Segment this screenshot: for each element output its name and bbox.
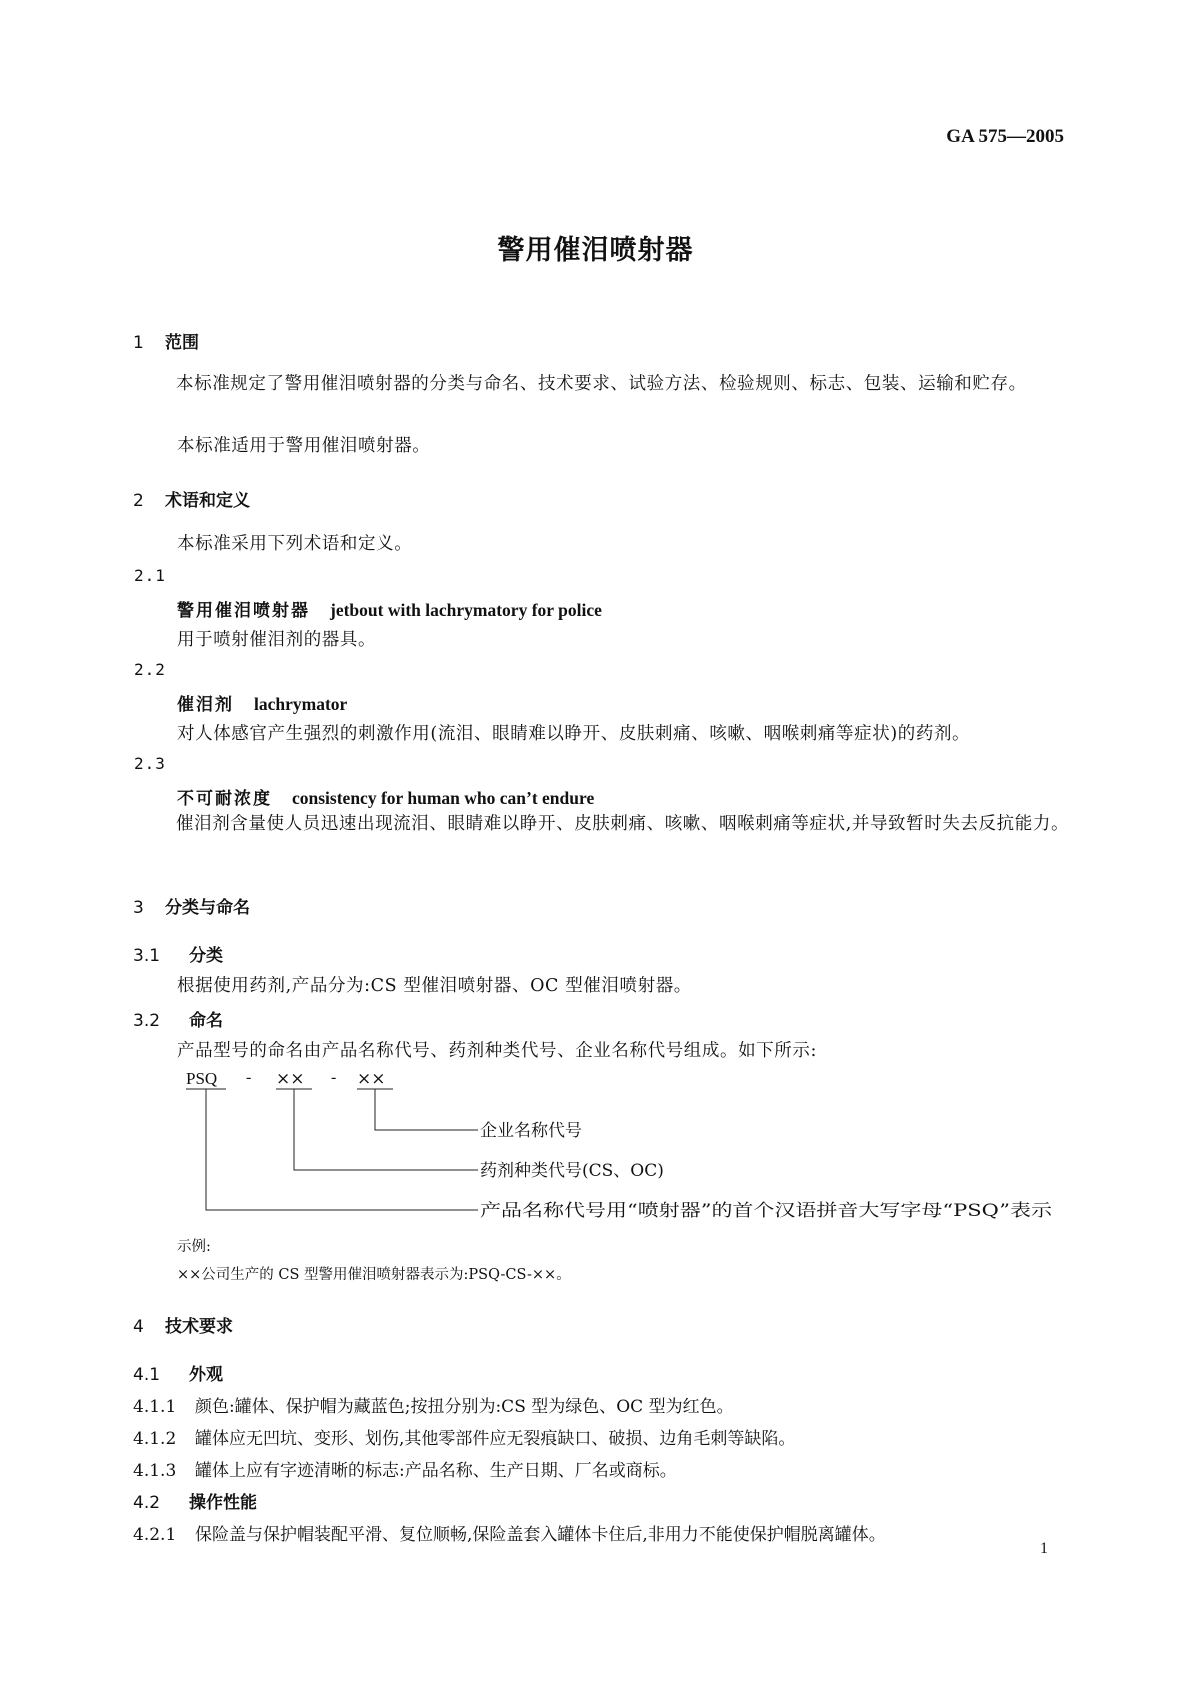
section-number: 4.2 [133,1493,161,1513]
term-chinese: 警用催泪喷射器 [177,601,310,621]
clause-number: 4.1.2 [133,1429,177,1449]
clause-text: 保险盖与保护帽装配平滑、复位顺畅,保险盖套入罐体卡住后,非用力不能使保护帽脱离罐体。 [195,1525,886,1545]
connector-product [206,1089,478,1210]
paragraph: 本标准采用下列术语和定义。 [177,534,413,554]
section-number: 3.2 [133,1011,161,1031]
term-number: 2.3 [134,754,166,773]
example-text: ××公司生产的 CS 型警用催泪喷射器表示为:PSQ-CS-××。 [177,1267,571,1283]
term-chinese: 催泪剂 [177,695,234,715]
section-title: 范围 [165,333,199,353]
section-number: 3 [133,898,144,918]
document-title: 警用催泪喷射器 [497,235,694,266]
section-title: 分类 [189,946,223,966]
section-title: 外观 [189,1365,223,1385]
section-number: 1 [133,333,144,353]
paragraph: 产品型号的命名由产品名称代号、药剂种类代号、企业名称代号组成。如下所示: [177,1041,817,1061]
section-title: 分类与命名 [165,898,250,918]
code-part-company: ×× [357,1069,386,1089]
clause-4-1-1 [133,1392,734,1417]
section-number: 3.1 [133,946,161,966]
clause-4-2-1 [133,1520,886,1545]
code-separator: - [246,1069,252,1086]
subsection-4-2-heading [133,1488,257,1513]
clause-number: 4.2.1 [133,1525,177,1545]
term-definition: 用于喷射催泪剂的器具。 [177,630,377,650]
section-number: 2 [133,491,144,511]
section-title: 技术要求 [165,1317,233,1337]
term-definition: 对人体感官产生强烈的刺激作用(流泪、眼睛难以睁开、皮肤刺痛、咳嗽、咽喉刺痛等症状)的药剂。 [177,724,971,744]
term-number: 2.2 [134,660,166,679]
paragraph: 根据使用药剂,产品分为:CS 型催泪喷射器、OC 型催泪喷射器。 [177,976,692,996]
section-title: 操作性能 [189,1493,257,1513]
paragraph: 本标准规定了警用催泪喷射器的分类与命名、技术要求、试验方法、检验规则、标志、包装、运输和贮存。 [176,374,1027,394]
paragraph: 本标准适用于警用催泪喷射器。 [177,436,431,456]
term-english: jetbout with lachrymatory for police [330,600,602,620]
term-definition: 催泪剂含量使人员迅速出现流泪、眼睛难以睁开、皮肤刺痛、咳嗽、咽喉刺痛等症状,并导致暂时失去反抗能力。 [176,814,1070,834]
code-part-agent: ×× [276,1069,305,1089]
label-company-code: 企业名称代号 [480,1121,582,1141]
clause-4-1-2 [133,1424,795,1449]
term-chinese: 不可耐浓度 [177,789,272,809]
code-part-product: PSQ [186,1069,218,1088]
clause-number: 4.1.3 [133,1461,177,1481]
section-title: 命名 [189,1011,223,1031]
term-number: 2.1 [134,566,166,585]
clause-text: 颜色:罐体、保护帽为藏蓝色;按扭分别为:CS 型为绿色、OC 型为红色。 [195,1397,734,1417]
connector-company [375,1089,478,1130]
clause-text: 罐体应无凹坑、变形、划伤,其他零部件应无裂痕缺口、破损、边角毛刺等缺陷。 [195,1429,796,1449]
page-number: 1 [1040,1540,1048,1557]
term-english: consistency for human who can’t endure [292,788,595,808]
clause-4-1-3 [133,1456,677,1481]
label-product-code: 产品名称代号用“喷射器”的首个汉语拼音大写字母“PSQ”表示 [480,1201,1054,1221]
section-number: 4.1 [133,1365,161,1385]
section-number: 4 [133,1317,144,1337]
term-english: lachrymator [254,694,348,714]
code-separator: - [331,1069,337,1086]
label-agent-code: 药剂种类代号(CS、OC) [480,1161,664,1181]
example-label: 示例: [177,1239,211,1255]
clause-text: 罐体上应有字迹清晰的标志:产品名称、生产日期、厂名或商标。 [195,1461,677,1481]
standard-number: GA 575—2005 [946,126,1064,147]
subsection-4-1-heading [133,1360,223,1385]
section-title: 术语和定义 [165,491,250,511]
section-4-heading [133,1312,233,1337]
clause-number: 4.1.1 [133,1397,177,1417]
